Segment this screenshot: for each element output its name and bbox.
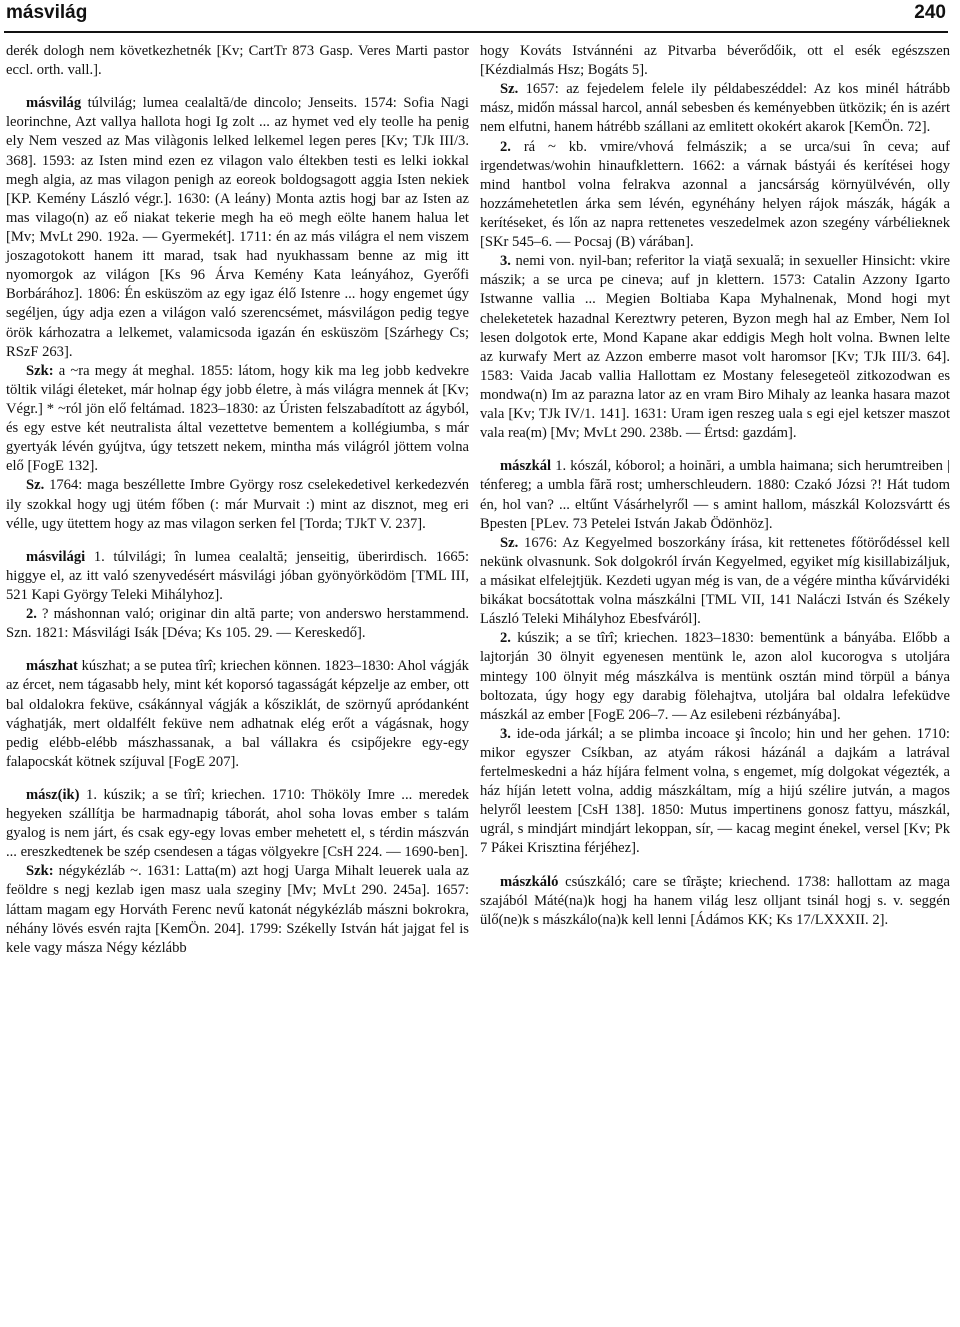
entry-paragraph: 2. kúszik; a se tîrî; kriechen. 1823–1830: bementünk a bányába. Előbb a lajtorján 30 ölnyit egyenesen mentünk le, azon alol kucorogva s utoljára mintegy 100 ölnyit még mászkálva is mentünk osztán mind törpül a bánya boltozata, úgy hogy egy darabig fölehajtva, utoljára bal oldalra lefeküdve mászkál az ember [FogE 206–7. — Az esilebeni rézbányába].	[480, 630, 950, 723]
entry-headword: mász(ik)	[26, 786, 80, 803]
entry-label: Szk:	[26, 362, 54, 379]
entry-paragraph: másvilág túlvilág; lumea cealaltă/de dincolo; Jenseits. 1574: Sofia Nagi leorinchne, Azt vallya hallota hogi Ig zolt ... az hymet ved ely teolle ha penig ely Nem veszed az Mas vilàgonis lelked lelkemel legen peres [Kv; TJk III/3. 368]. 1593: az Isten mind ezen ez vilagon valo éltekben testi es lelki iokkal megh algia, az mas vilagon penigh az eoreok boldogsagott aggia Isten nekiek [KP. Kemény László végr.]. 1630: (A leány) Monta aztis hogj bar az Isten az mas vilago(n) az eő niakat tekerie megh ha eö megh eölte hanem halua let [Mv; MvLt 290. 192a. — Gyermekét]. 1711: én az más világra el nem viszem joszagotokott hanem itt marad, tsak had nyukhassam benne az mig itt nyomorgok az világon [Ks 96 Árva Kemény Kata leányához, Gyerőfi Borbárához]. 1806: Én esküszöm az egy igaz élő Istenre ... hogy engemet úgy segéljen, úgy adja ezen a világon való szerencsémet, másvilágon pedig tegye örök kárhozatra a lelkemet, valamicsoda igazán én esküszöm [Szárhegy Cs; RSzF 263].	[6, 95, 469, 360]
entry-paragraph: 2. rá ~ kb. vmire/vhová felmászik; a se urca/sui în ceva; auf irgendetwas/wohin hinaufklettern. 1662: a várnak bástyái és kerítései hogy mind hantbol volna felrakva azonnal a jancsárság környülvévén, olly hozzámehetetlen árka sem lévén, egynéhány helyen rájok mászák, hágák a kerítéseket, és lőn az napra rettenetes veszedelmek azon szegény várbélieknek [SKr 545–6. — Pocsaj (B) várában].	[480, 138, 950, 251]
entry-paragraph: 3. nemi von. nyil-ban; referitor la viaţă sexuală; in sexueller Hinsicht: vkire mászik; a se urca pe cineva; auf jn klettern. 1573: Catalin Azzony Igarto Istwanne vallia ... Megien Boltiaba Kapa Myhalnenak, Mond hogi myt cheleketetek hazadnal Kereztwry peteren, Byzon megh hal az Ember, Nem Iol lesen dolgotok erte, Mond Kapane akar eddigis Megh holt volna. Bwnen lelte az kurwafy Mert az Azzon emberre masot volt haromsor [Kv; TJk III/3. 64]. 1583: Vaida Jacab vallia Hallottam ez Mostany felesegeteöl zitkozodwan es mondwa(n) Im az paraznа lator az en vram Biro Mihaly az leanka hasara mazot vala [Kv; TJk IV/1. 141]. 1631: Uram igen reszeg uala s egi ejel ketszer maszot vala rea(m) [Mv; MvLt 290. 238b. — Értsd: gazdám].	[480, 253, 950, 442]
entry-paragraph: Sz. 1676: Az Kegyelmed boszorkány írása, kit rettenetes főtörődéssel kell nekünk olvasnunk. Sok dolgokról írván Kegyelmed, egyiket míg kisillabizáljuk, a másikat elfelejtjük. Kezdeti ugyan még is van, de a végére mintha kűvárvidéki bikákat bocsátottak volna mászkálni [TML VII, 141 Naláczi István és Székely László Teleki Mihályhoz Ebesfváról].	[480, 534, 950, 628]
entry-paragraph: mász(ik) 1. kúszik; a se tîrî; kriechen. 1710: Thököly Imre ... meredek hegyeken szállítja be harmadnapig táborát, ahol soha lovas ember s talám gyalog is nem járt, és csak egy-egy lovas ember mehetett el, s térdin mászván ... ereszkedtenek be szép csendesen a tágas völgyekre [CsH 224. — 1690-ben].	[6, 786, 469, 861]
entry-label: 3.	[500, 253, 511, 270]
entry-label: 3.	[500, 725, 511, 742]
entry-label: 2.	[26, 606, 37, 623]
entry-label: Szk:	[26, 863, 54, 880]
entry-label: 2.	[500, 630, 511, 647]
entry-paragraph: mászhat kúszhat; a se putea tîrî; kriechen können. 1823–1830: Ahol vágják az ércet, nem tágasabb hely, mint két koporsó tagasságát képzelje az ember, ott bal oldalokra feküve, csákánnyal vágják a kősziklát, de szörnyű apródanként vághatják, mert oldalfélt feküve nem adhatnak elég erőt a vágásnak, hogy pedig elébb-elébb mászhassanak, a bal vállakra és csipőjekre egy-egy falapocskát kötnek szíjuval [FogE 207].	[6, 658, 469, 770]
entry-paragraph: mászkáló csúszkáló; care se tîrăşte; kriechend. 1738: hallottam az maga szajából Máté(na)k hogj ha hanem világ lesz olljant tsinál hogj s. v. seggén ülő(ne)k s mászkálo(na)k kell lenni [Ádámos KK; Ks 17/LXXXII. 2].	[480, 873, 950, 928]
entry-paragraph: Sz. 1764: maga beszéllette Imbre György rosz cselekedetivel kerkedezvén ily szokkal hogy ugj ütém főben (: már Murvait :) mint az disznot, meg eri vélle, ugy ütettem hogy az mas vilagon serken fel [Torda; TJkT V. 237].	[6, 477, 469, 532]
entry-headword: másvilág	[26, 95, 82, 112]
entry-headword: másvilági	[26, 548, 86, 565]
right-column	[480, 42, 950, 930]
entry-headword: mászhat	[26, 658, 78, 675]
running-headword: másvilág	[6, 2, 88, 23]
entry-label: Sz.	[26, 477, 45, 494]
entry-paragraph: Szk: négykézláb ~. 1631: Latta(m) azt hogj Uarga Mihalt leuerek uala az feöldre s negj kezlab igen masz uala szeginy [Mv; MvLt 290. 245a]. 1657: láttam magam egy Horváth Ferenc nevű katonát négykézláb mászni bokrokra, néhány lövés esvén rajta [KemÖn. 204]. 1799: Székelly István hát jajgat fel is kele vagy mászа Négy kézlább	[6, 863, 469, 956]
page-number: 240	[914, 2, 946, 23]
entry-headword: mászkál	[500, 458, 552, 475]
entry-paragraph: Sz. 1657: az fejedelem felele ily példabeszéddel: Az kos minél hátrább mász, midőn mással harcol, annál sebesben és keményebben ütközik; én is azért nem elfutni, hanem hátrébb szállani az emlitett okokért akarok [KemÖn. 72].	[480, 81, 950, 136]
entry-paragraph: Szk: a ~ra megy át meghal. 1855: látom, hogy kik ma leg jobb kedvekre töltik világi életeket, már holnap égy jobb életre, à más világra mennek át [Kv; Végr.] * ~ról jön elő feltámad. 1823–1830: az Úristen felszabadított az ágyból, és egy estve két neutralista által vezettetve bementem a kollégiumba, s már gyertyák lévén gyújtva, úgy tetszett nekem, mintha más világról jöttem volna elő [FogE 132].	[6, 362, 470, 475]
entry-paragraph: 2. ? máshonnan való; originar din altă parte; von anderswo herstammend. Szn. 1821: Másvilági Isák [Déva; Ks 105. 29. — Kereskedő].	[6, 606, 469, 642]
header-rule	[4, 31, 948, 33]
left-column	[6, 42, 469, 958]
entry-paragraph: derék dologh nem következhetnék [Kv; CartTr 873 Gasp. Veres Marti pastor eccl. orth. vall.].	[6, 43, 469, 79]
entry-label: Sz.	[500, 81, 519, 98]
page-header	[6, 2, 946, 28]
entry-paragraph: 3. ide-oda járkál; a se plimba incoace şi încolo; hin und her gehen. 1710: mikor egyszer Csíkban, az atyám rákosi házánál a dajkám a latrával fertelmeskedni a ház híjára felment volna, s engemet, míg dolgokat végezték, a ház híján letett volna, addig mászkáltam, míg a hijú szélire jutván, a magos helyről leestem [CsH 138]. 1850: Mutus impertinens gonosz fattyu, mászkál, ugrál, s mindjárt mindjárt lekoppan, sír, — kacag megint énekel, versel [Kv; Pk 7 Pákei Krisztina férjéhez].	[480, 725, 950, 857]
entry-label: Sz.	[500, 534, 519, 551]
entry-paragraph: másvilági 1. túlvilági; în lumea cealaltă; jenseitig, überirdisch. 1665: higgye el, az itt való szenyvedésért másvilági jóban gyönyörködöm [TML III, 521 Kapi György Teleki Mihályhoz].	[6, 548, 469, 603]
entry-paragraph: hogy Kováts Istvánnéni az Pitvarba béverődőik, ott el esék egészszen [Kézdialmás Hsz; Bogáts 5].	[480, 43, 950, 79]
entry-paragraph: mászkál 1. kószál, kóborol; a hoinări, a umbla haimana; sich herumtreiben | ténfereg; a umbla fără rost; umherschleudern. 1880: Czakó Józsi ?! Hát tudom én, hol van? ... eltűnt Vásárhelyről — s amint hallom, mászkál Kolozsvártt és Bpesten [PLev. 73 Petelei István Jakab Ödönhöz].	[480, 458, 950, 532]
entry-label: 2.	[500, 138, 511, 155]
entry-headword: mászkáló	[500, 873, 559, 890]
